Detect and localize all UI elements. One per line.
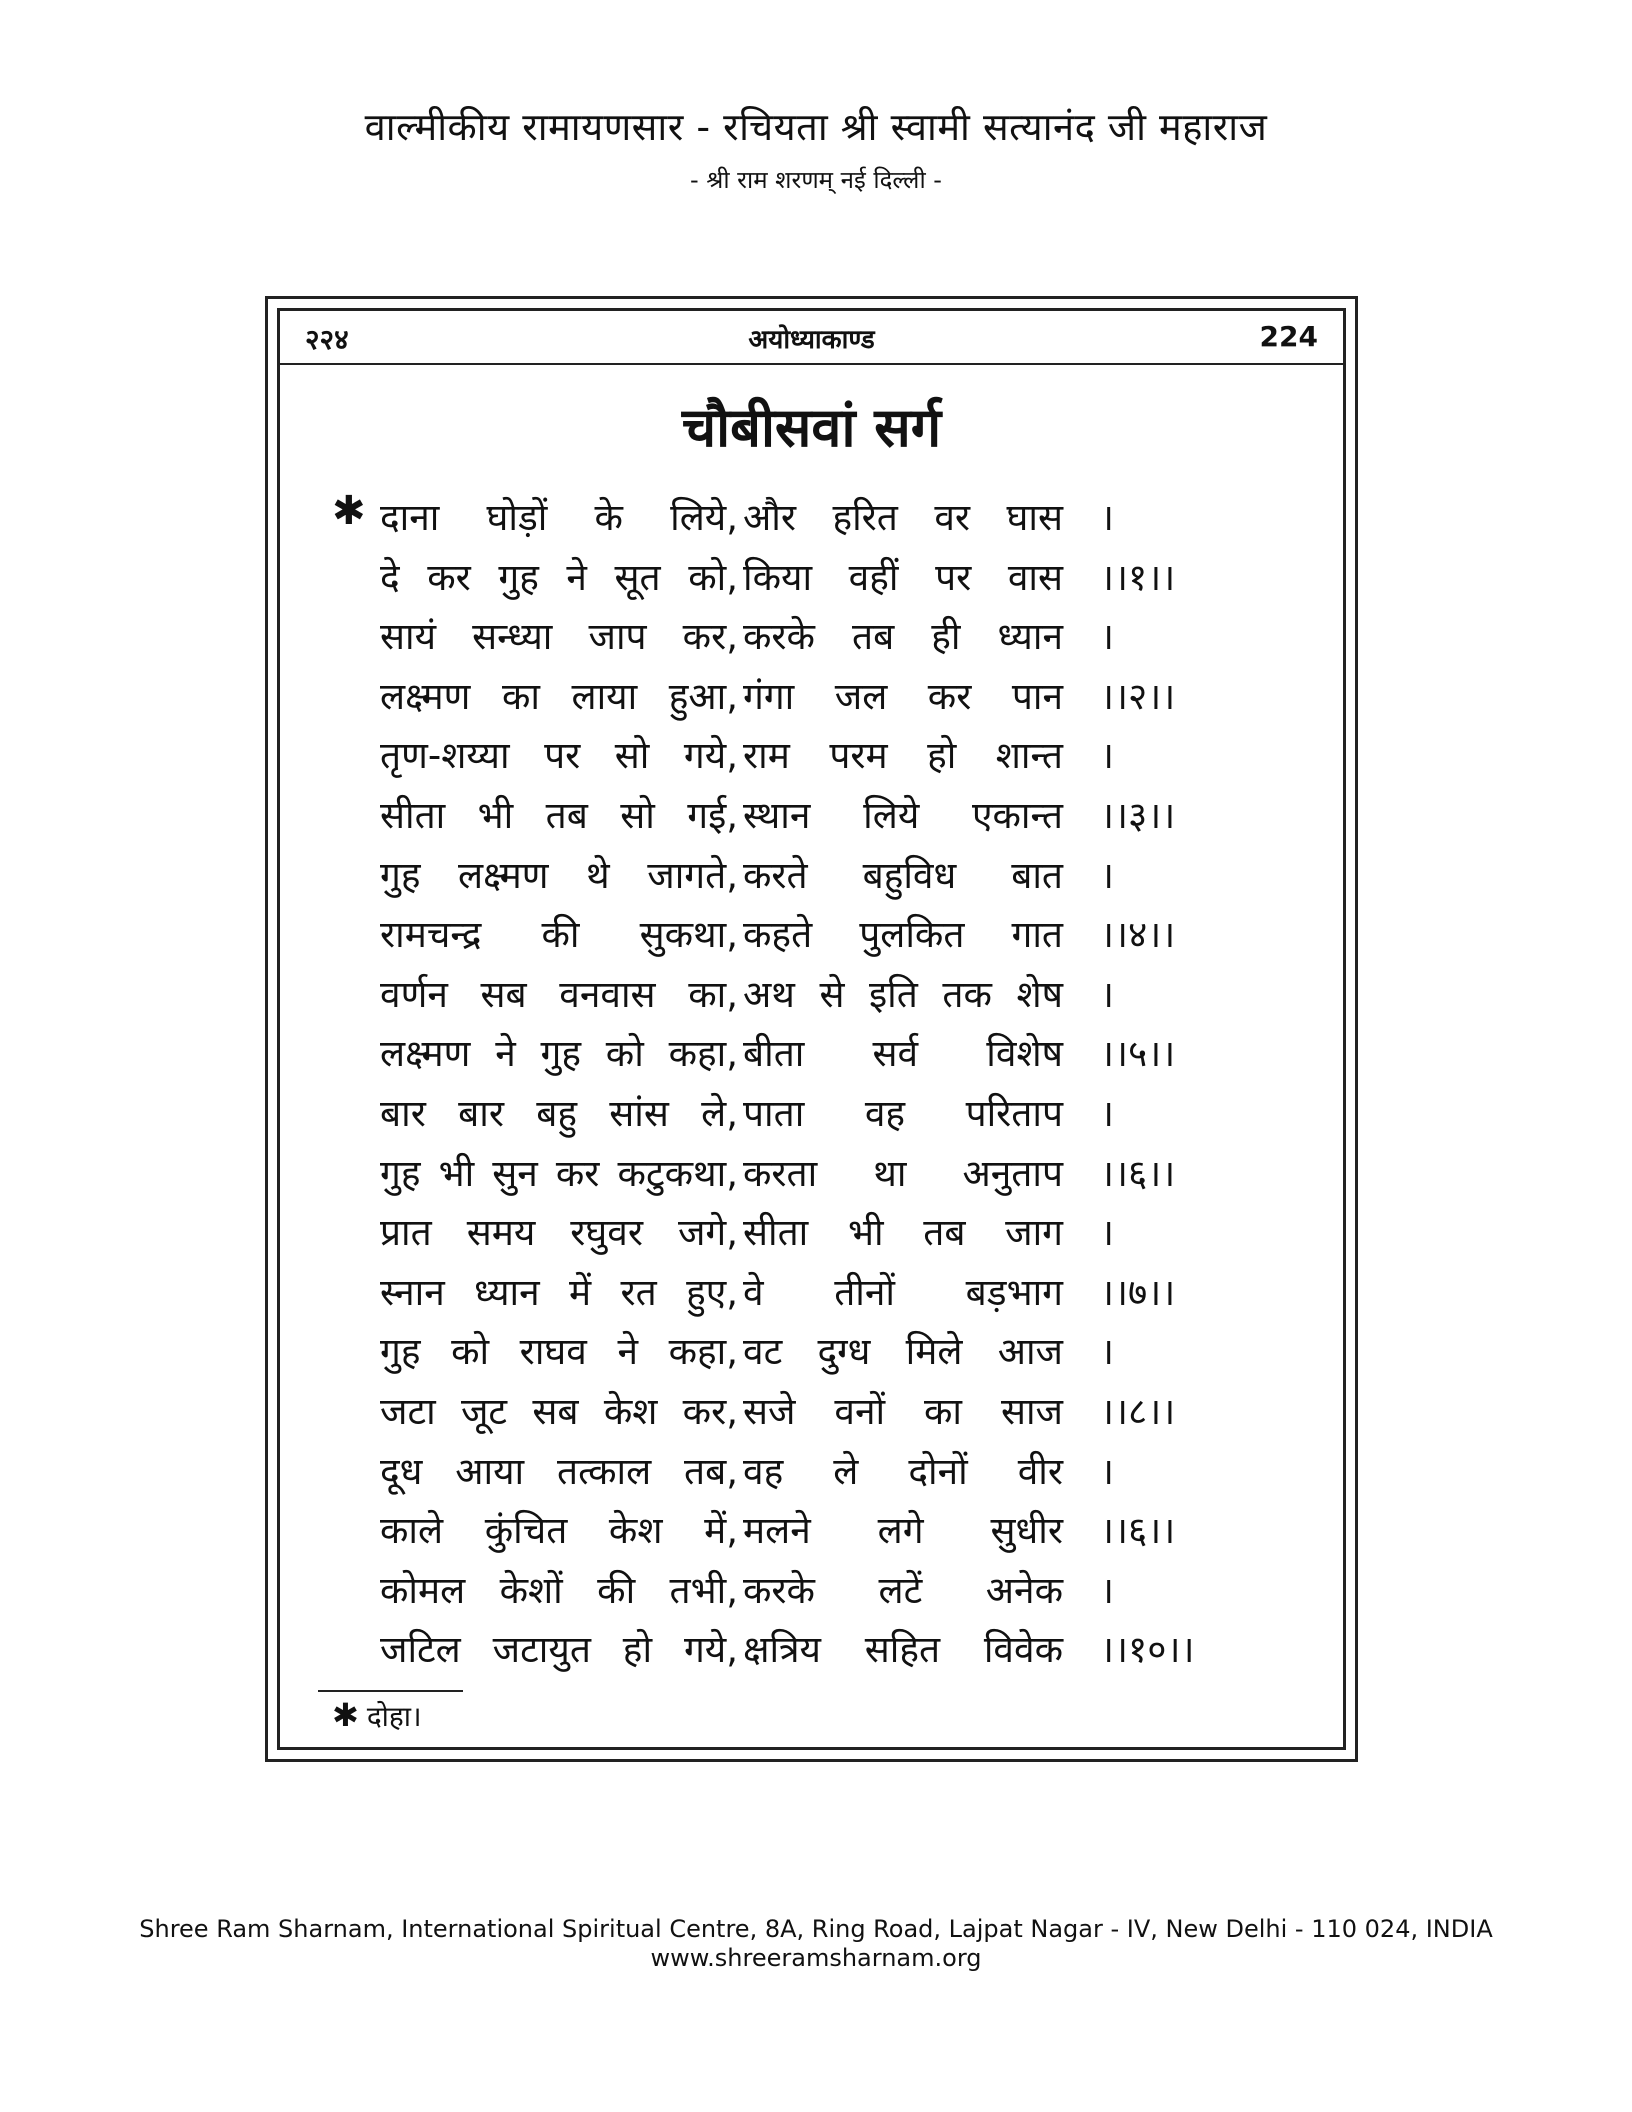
verse-second-half: किया वहीं पर वास [743, 555, 1063, 599]
verse-line [280, 550, 1343, 606]
verse-line [280, 1444, 1343, 1500]
verse-line [280, 1146, 1343, 1202]
verse-line [280, 1563, 1343, 1619]
verse-line [280, 788, 1343, 844]
verse-mark: ।।४।। [1100, 913, 1176, 957]
verse-mark: । [1100, 853, 1115, 897]
verse-mark: ।।८।। [1100, 1390, 1176, 1433]
verse-second-half: वह ले दोनों वीर [743, 1449, 1063, 1493]
verse-mark: ।।६।। [1100, 1151, 1176, 1195]
verse-mark: । [1100, 1568, 1115, 1612]
verse-line [280, 669, 1343, 725]
verse-second-half: करके तब ही ध्यान [743, 615, 1063, 659]
verse-line [280, 1384, 1343, 1440]
verse-second-half: सजे वनों का साज [743, 1390, 1063, 1433]
document-title: वाल्मीकीय रामायणसार - रचियता श्री स्वामी सत्यानंद जी महाराज [364, 105, 1268, 149]
page-number: 224 [1259, 320, 1318, 353]
page-header-row [280, 311, 1343, 365]
footnote-text: दोहा। [366, 1700, 422, 1733]
footer-address: Shree Ram Sharnam, International Spiritual Centre, 8A, Ring Road, Lajpat Nagar - IV, New Delhi - 110 024, INDIA [139, 1915, 1493, 1943]
asterisk-icon: ✱ [332, 488, 366, 534]
verse-line [280, 1086, 1343, 1142]
verse-mark: ।।१०।। [1100, 1628, 1195, 1672]
verse-mark: । [1100, 1092, 1115, 1135]
verse-second-half: करके लटें अनेक [743, 1568, 1063, 1612]
footer-website: www.shreeramsharnam.org [650, 1944, 982, 1972]
verse-second-half: गंगा जल कर पान [743, 674, 1063, 718]
section-name: अयोध्याकाण्ड [748, 325, 875, 355]
verse-first-half: तृण-शय्या पर सो गये, [380, 734, 738, 778]
verse-mark: ।।५।। [1100, 1032, 1176, 1076]
verse-first-half: लक्ष्मण ने गुह को कहा, [380, 1032, 738, 1076]
verse-line [280, 967, 1343, 1023]
verse-mark: । [1100, 1211, 1115, 1255]
verse-mark: । [1100, 972, 1115, 1016]
verse-first-half: दाना घोड़ों के लिये, [380, 496, 738, 539]
verse-mark: ।।६।। [1100, 1509, 1176, 1553]
verse-first-half: जटिल जटायुत हो गये, [380, 1628, 738, 1672]
verse-second-half: राम परम हो शान्त [743, 734, 1063, 778]
verse-second-half: पाता वह परिताप [743, 1092, 1063, 1135]
verse-second-half: स्थान लिये एकान्त [743, 794, 1063, 837]
verse-line [280, 490, 1343, 546]
verse-second-half: वे तीनों बड़भाग [743, 1270, 1063, 1314]
verse-line [280, 1205, 1343, 1261]
verse-mark: ।।१।। [1100, 555, 1176, 599]
verse-line [280, 907, 1343, 963]
verse-first-half: गुह लक्ष्मण थे जागते, [380, 853, 738, 897]
verse-first-half: जटा जूट सब केश कर, [380, 1390, 738, 1433]
verse-line [280, 609, 1343, 665]
verse-mark: । [1100, 615, 1115, 659]
verse-second-half: करते बहुविध बात [743, 853, 1063, 897]
verse-first-half: बार बार बहु सांस ले, [380, 1092, 738, 1135]
verse-second-half: और हरित वर घास [743, 496, 1063, 539]
verse-mark: । [1100, 496, 1115, 539]
verse-mark: ।।२।। [1100, 674, 1176, 718]
footnote-rule [318, 1690, 463, 1692]
footnote [332, 1696, 422, 1735]
verse-line [280, 728, 1343, 784]
verse-mark: ।।७।। [1100, 1270, 1176, 1314]
verse-line [280, 1324, 1343, 1380]
verse-line [280, 1026, 1343, 1082]
verse-second-half: अथ से इति तक शेष [743, 972, 1063, 1016]
verse-first-half: सीता भी तब सो गई, [380, 794, 738, 837]
verse-first-half: प्रात समय रघुवर जगे, [380, 1211, 738, 1255]
verse-second-half: क्षत्रिय सहित विवेक [743, 1628, 1063, 1672]
sarga-title: चौबीसवां सर्ग [681, 396, 942, 459]
asterisk-icon: ✱ [332, 1696, 359, 1734]
verse-second-half: कहते पुलकित गात [743, 913, 1063, 957]
verse-line [280, 1503, 1343, 1559]
verse-line [280, 848, 1343, 904]
verse-line [280, 1265, 1343, 1321]
verse-line [280, 1622, 1343, 1678]
verse-mark: । [1100, 1449, 1115, 1493]
verse-second-half: बीता सर्व विशेष [743, 1032, 1063, 1076]
verse-first-half: दे कर गुह ने सूत को, [380, 555, 738, 599]
document-subtitle: - श्री राम शरणम् नई दिल्ली - [690, 166, 942, 194]
verse-first-half: रामचन्द्र की सुकथा, [380, 913, 738, 957]
page-number-devanagari: २२४ [305, 323, 349, 356]
verse-mark: । [1100, 734, 1115, 778]
verse-first-half: स्नान ध्यान में रत हुए, [380, 1270, 738, 1314]
verse-first-half: गुह भी सुन कर कटुकथा, [380, 1151, 738, 1195]
verse-second-half: वट दुग्ध मिले आज [743, 1330, 1063, 1374]
verse-first-half: गुह को राघव ने कहा, [380, 1330, 738, 1374]
verse-first-half: सायं सन्ध्या जाप कर, [380, 615, 738, 659]
verse-mark: । [1100, 1330, 1115, 1374]
verse-first-half: दूध आया तत्काल तब, [380, 1449, 738, 1493]
verse-first-half: काले कुंचित केश में, [380, 1509, 738, 1553]
verse-second-half: सीता भी तब जाग [743, 1211, 1063, 1255]
verse-first-half: वर्णन सब वनवास का, [380, 972, 738, 1016]
verse-first-half: कोमल केशों की तभी, [380, 1568, 738, 1612]
verse-first-half: लक्ष्मण का लाया हुआ, [380, 674, 738, 718]
verse-second-half: करता था अनुताप [743, 1151, 1063, 1195]
verse-mark: ।।३।। [1100, 794, 1176, 837]
verse-second-half: मलने लगे सुधीर [743, 1509, 1063, 1553]
